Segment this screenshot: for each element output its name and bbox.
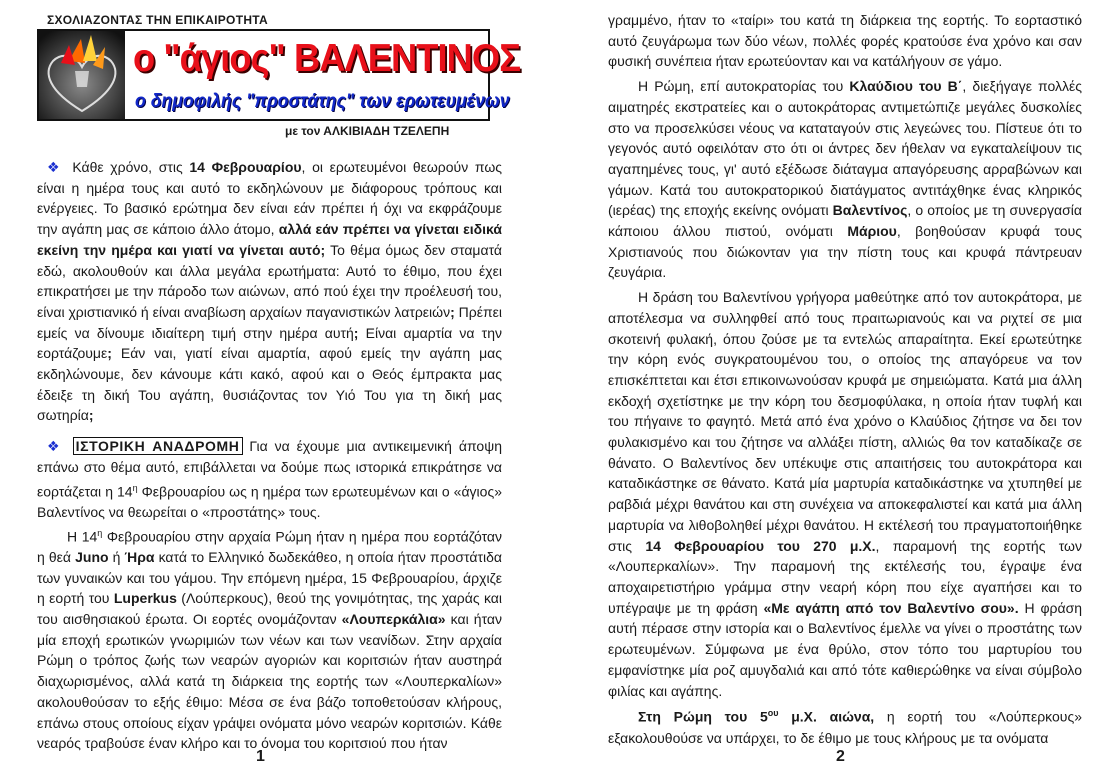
- article-title: ο "άγιος" ΒΑΛΕΝΤΙΝΟΣ: [133, 37, 521, 80]
- page-1: [0, 0, 555, 774]
- article-subtitle-box: [125, 87, 510, 119]
- page-number: 1: [256, 748, 265, 765]
- claudius-paragraph: Η Ρώμη, επί αυτοκρατορίας του Κλαύδιου του Β΄, διεξήγαγε πολλές αιματηρές εκστρατείες και ο αυτοκράτορας αντιμετώπιζε μεγάλες δυσκολίες στο να προσελκύσει νέους να καταταγούν στις λεγεώνες του. Πίστευε ότι το γεγονός αυτό οφειλόταν στο ότι οι άντρες δεν ήθελαν να εγκαταλείψουν τις αγαπημένες τους, γι' αυτό εξέδωσε διάταγμα απαγόρευσης αρραβώνων και γάμων. Κατά του αυτοκρατορικού διατάγματος αντιτάχθηκε ένας κληρικός (ιερέας) της εποχής εκείνης ονόματι Βαλεντίνος, ο οποίος με τη συνεργασία κάποιου άλλου πιστού, ονόματι Μάριου, βοηθούσαν κρυφά τους Χριστιανούς που διώκονταν για την πίστη τους και κρυφά πάντρευαν ζευγάρια.: [608, 78, 1082, 281]
- history-paragraph: ❖ ΙΣΤΟΡΙΚΗ ΑΝΑΔΡΟΜΗ Για να έχουμε μια αντικειμενική άποψη επάνω στο θέμα αυτό, επιβάλλεται να δούμε πως ιστορικά επικράτησε να εορτάζεται η $14^\eta$ Φεβρουαρίου ως η ημέρα των ερωτευμένων και ο «άγιος» Βαλεντίνος να θεωρείται ο «προστάτης» τους.: [37, 438, 502, 520]
- diamond-bullet-icon: ❖: [47, 159, 63, 175]
- byline: με τον ΑΛΚΙΒΙΑΔΗ ΤΖΕΛΕΠΗ: [285, 124, 450, 138]
- valentine-heart-photo: [39, 31, 125, 119]
- right-column: [608, 10, 1082, 748]
- page-number: 2: [836, 748, 845, 765]
- history-heading: ΙΣΤΟΡΙΚΗ ΑΝΑΔΡΟΜΗ: [73, 437, 243, 455]
- fifth-century-paragraph: Στη Ρώμη του $5^{o\upsilon}$ μ.Χ. αιώνα, η εορτή του «Λούπερκους» εξακολουθούσε να υπάρχει, το δε έθιμο με τους κλήρους με τα ονόματα: [608, 708, 1082, 746]
- continued-paragraph: γραμμένο, ήταν το «ταίρι» του κατά τη διάρκεια της εορτής. Το εορταστικό αυτό ζευγάρωμα των δύο νέων, πολλές φορές κρατούσε ένα χρόνο και σαν φυσική συνέπεια ήταν ερωτεύονταν και να κατάλήγουν σε γάμο.: [608, 12, 1082, 70]
- diamond-bullet-icon: ❖: [47, 438, 63, 455]
- valentine-action-paragraph: Η δράση του Βαλεντίνου γρήγορα μαθεύτηκε από τον αυτοκράτορα, με αποτέλεσμα να συλληφθεί από τους πραιτωριανούς και να ριχτεί σε μια σκοτεινή φυλακή, όπου ζούσε με τα εντελώς απαραίτητα. Εκεί ερωτεύτηκε την κόρη ενός συγκρατουμένου του, ο οποίος της απαγόρευε να τον επισκέπτεται και έτσι επικοινωνούσαν κρυφά με σημειώματα. Κατά μια άλλη εκδοχή σχετίστηκε με την κόρη του δεσμοφύλακα, η οποία ήταν τυφλή και του πήγαινε το φαγητό. Μετά από ένα χρόνο ο Κλαύδιος ζήτησε να δει τον φυλακισμένο και του ζήτησε να αλλάξει πίστη, αλλιώς θα τον καταδίκαζε σε θάνατο. Ο Βαλεντίνος δεν υπέκυψε στις απαιτήσεις του αυτοκράτορα και καταδικάστηκε σε θάνατο. Κατά μία μαρτυρία καταδικάστηκε να χτυπηθεί με ραβδιά μέχρι θανάτου και στη συνέχεια να αποκεφαλιστεί και κατά μια άλλη μαρτυρία να λιθοβοληθεί μέχρι θανάτου. Η εκτέλεσή του πραγματοποιήθηκε στις 14 Φεβρουαρίου του 270 μ.Χ., παραμονή της εορτής των «Λουπερκαλίων». Την παραμονή της εκτέλεσής του, έγραψε ένα αποχαιρετιστήριο γράμμα στην νεαρή κόρη που είχε αγαπήσει και το υπέγραψε με τη φράση «Με αγάπη από τον Βαλεντίνο σου». Η φράση αυτή πέρασε στην ιστορία και ο Βαλεντίνος έμελλε να γίνει ο προστάτης των ερωτευμένων. Σύμφωνα με ένα θρύλο, στον τόπο του μαρτυρίου του εμφανίστηκε μία ροζ αμυγδαλιά και από τότε καθιερώθηκε να είναι σύμβολο φιλίας και αγάπης.: [608, 289, 1083, 699]
- rome-paragraph: Η $14^\eta$ Φεβρουαρίου στην αρχαία Ρώμη ήταν η ημέρα που εορτάζόταν η θεά Juno ή Ήρα κατά το Ελληνικό δωδεκάθεο, η οποία ήταν προστάτιδα των γυναικών και του γάμου. Την επόμενη ημέρα, 15 Φεβρουαρίου, άρχιζε η εορτή του Luperkus (Λούπερκους), θεού της γονιμότητας, της χαράς και του αισθησιακού έρωτα. Οι εορτές ονομάζονταν «Λουπερκάλια» και ήταν μία εποχή ερωτικών γνωριμιών των νέων και των νεανίδων. Στην αρχαία Ρώμη ο τρόπος ζωής των νεαρών αγοριών και κοριτσιών ήταν αυστηρά διαχωρισμένος, αλλά κατά τη διάρκεια της εορτής των «Λουπερκαλίων» ακολουθούσαν το εξής έθιμο: Μέσα σε ένα βάζο τοποθετούσαν κλήρους, επάνω στους οποίους είχαν γράψει ονόματα μόνο νεαρών κοριτσιών. Κάθε νεαρός τραβούσε έναν κλήρο και το όνομα του κοριτσιού που ήταν: [37, 527, 503, 752]
- title-banner: [37, 29, 521, 121]
- left-column: [37, 157, 502, 754]
- article-subtitle: ο δημοφιλής "προστάτης" των ερωτευμένων: [135, 91, 510, 112]
- page-2: [555, 0, 1111, 774]
- section-kicker: ΣΧΟΛΙΑΖΟΝΤΑΣ ΤΗΝ ΕΠΙΚΑΙΡΟΤΗΤΑ: [47, 13, 268, 27]
- intro-paragraph: ❖ Κάθε χρόνο, στις 14 Φεβρουαρίου, οι ερωτευμένοι θεωρούν πως είναι η ημέρα τους και αυτό το εκδηλώνουν με διάφορους τρόπους και ενέργειες. Το βασικό ερώτημα δεν είναι εάν πρέπει ή όχι να εκφράζουμε την αγάπη μας σε κάποιο άλλο άτομο, αλλά εάν πρέπει να γίνεται ειδικά εκείνη την ημέρα και γιατί να γίνεται αυτό; Το θέμα όμως δεν σταματά εδώ, ακολουθούν και άλλα μεγάλα ερωτήματα: Αυτό το έθιμο, που έχει επικρατήσει με την πάροδο των αιώνων, από πού έχει την προέλευσή του, είναι χριστιανικό ή είναι αναβίωση αρχαίων παγανιστικών λατρειών; Πρέπει εμείς να δίνουμε ιδιαίτερη τιμή στην ημέρα αυτή; Είναι αμαρτία να την εορτάζουμε; Εάν ναι, γιατί είναι αμαρτία, αφού εμείς την αγάπη μας εκδηλώνουμε, δεν κάνουμε κάτι κακό, αφού και ο Θεός έμπρακτα μας έδειξε τη δική Του αγάπη, θυσιάζοντας τον Υιό Του για τη δική μας σωτηρία;: [37, 159, 503, 424]
